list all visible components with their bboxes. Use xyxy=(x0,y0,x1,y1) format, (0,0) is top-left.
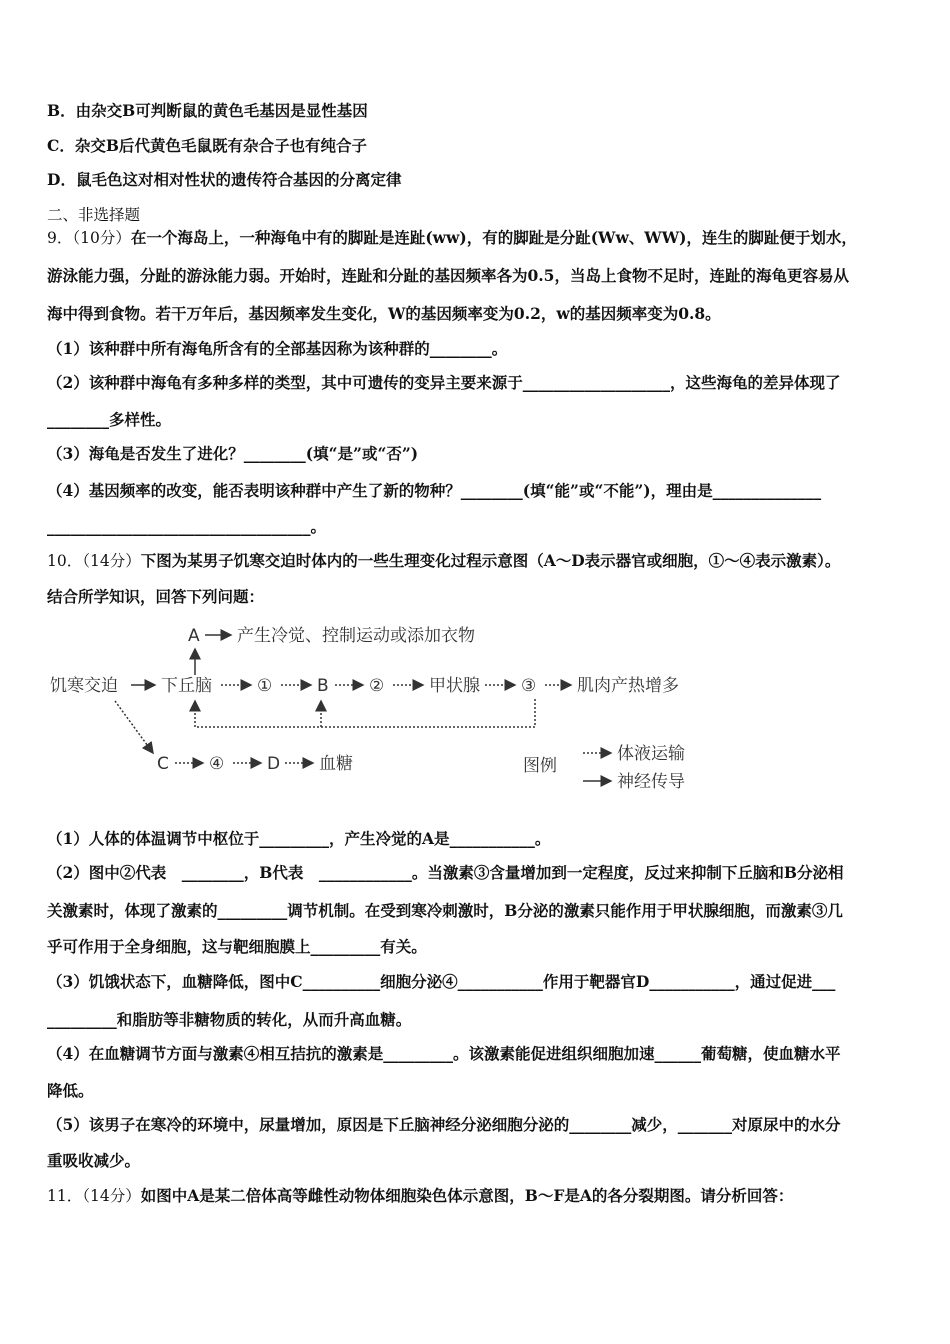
node-d: D xyxy=(267,754,281,774)
q10-sub-2: （2）图中②代表 ________，B代表 ____________。当激素③含量增加到一定程度，反过来抑制下丘脑和B分泌相 xyxy=(47,863,844,882)
node-h2: ② xyxy=(369,676,385,696)
section-title: 二、非选择题 xyxy=(47,206,141,224)
q10-line-2: 结合所学知识，回答下列问题： xyxy=(47,587,265,606)
q10-sub-2-cont-2: 乎可作用于全身细胞，这与靶细胞膜上_________有关。 xyxy=(47,937,427,956)
q10-sub-3-cont: _________和脂肪等非糖物质的转化，从而升高血糖。 xyxy=(47,1010,412,1029)
q9-sub-2-cont: ________多样性。 xyxy=(47,410,172,429)
q9-sub-1: （1）该种群中所有海龟所含有的全部基因称为该种群的________。 xyxy=(47,339,508,358)
q9-sub-3: （3）海龟是否发生了进化？________(填“是”或“否”) xyxy=(47,444,419,463)
q9-sub-4-cont: __________________________________。 xyxy=(47,517,327,536)
q11-number: 11．（14分） xyxy=(47,1187,141,1205)
node-h1: ① xyxy=(257,676,273,696)
a-text: 产生冷觉、控制运动或添加衣物 xyxy=(237,626,475,646)
legend-title: 图例 xyxy=(523,756,557,776)
q9-line-1 xyxy=(47,228,857,248)
q10-sub-1: （1）人体的体温调节中枢位于_________，产生冷觉的A是___________。 xyxy=(47,829,551,848)
node-b: B xyxy=(317,676,329,696)
arrow-start-c xyxy=(115,701,153,753)
q9-line-3: 海中得到食物。若干万年后，基因频率发生变化，W的基因频率变为0.2，w的基因频率变为0.8。 xyxy=(47,304,721,323)
q10-sub-5: （5）该男子在寒冷的环境中，尿量增加，原因是下丘脑神经分泌细胞分泌的________减少，_______对原尿中的水分 xyxy=(47,1115,841,1134)
q10-sub-3: （3）饥饿状态下，血糖降低，图中C__________细胞分泌④___________作用于靶器官D___________，通过促进___ xyxy=(47,972,836,991)
node-muscle: 肌肉产热增多 xyxy=(577,676,679,696)
q10-sub-2-cont-1: 关激素时，体现了激素的_________调节机制。在受到寒冷刺激时，B分泌的激素只能作用于甲状腺细胞，而激素③几 xyxy=(47,901,843,920)
node-thyroid: 甲状腺 xyxy=(429,676,480,696)
node-blood-sugar: 血糖 xyxy=(319,754,353,774)
feedback-loop xyxy=(195,699,535,727)
q9-text: 在一个海岛上，一种海龟中有的脚趾是连趾(ww)，有的脚趾是分趾(Ww、WW)，连生的脚趾便于划水， xyxy=(130,228,857,247)
legend-nerve: 神经传导 xyxy=(617,772,685,792)
option-c: C．杂交B后代黄色毛鼠既有杂合子也有纯合子 xyxy=(47,136,367,155)
node-c: C xyxy=(157,754,169,774)
physiology-diagram xyxy=(45,617,725,817)
q9-sub-4: （4）基因频率的改变，能否表明该种群中产生了新的物种？________(填“能”或“不能”)，理由是______________ xyxy=(47,481,822,500)
node-h4: ④ xyxy=(209,754,225,774)
q11-text: 如图中A是某二倍体高等雌性动物体细胞染色体示意图，B～F是A的各分裂期图。请分析回答： xyxy=(140,1186,794,1205)
q10-number: 10．（14分） xyxy=(47,552,141,570)
q10-sub-4-cont: 降低。 xyxy=(47,1081,94,1100)
legend-fluid: 体液运输 xyxy=(617,744,685,764)
node-a: A xyxy=(188,626,200,646)
q9-line-2: 游泳能力强，分趾的游泳能力弱。开始时，连趾和分趾的基因频率各为0.5，当岛上食物不足时，连趾的海龟更容易从 xyxy=(47,266,849,285)
q11-line xyxy=(47,1186,793,1206)
q10-sub-5-cont: 重吸收减少。 xyxy=(47,1151,141,1170)
q10-sub-4: （4）在血糖调节方面与激素④相互拮抗的激素是_________。该激素能促进组织细胞加速______葡萄糖，使血糖水平 xyxy=(47,1044,841,1063)
node-hypothalamus: 下丘脑 xyxy=(161,676,212,696)
q9-number: 9．（10分） xyxy=(47,229,131,247)
q9-sub-2: （2）该种群中海龟有多种多样的类型，其中可遗传的变异主要来源于___________________，这些海龟的差异体现了 xyxy=(47,373,841,392)
node-h3: ③ xyxy=(521,676,537,696)
q10-line-1 xyxy=(47,551,840,571)
option-d: D．鼠毛色这对相对性状的遗传符合基因的分离定律 xyxy=(47,170,402,189)
node-start: 饥寒交迫 xyxy=(50,676,118,696)
q10-text: 下图为某男子饥寒交迫时体内的一些生理变化过程示意图（A～D表示器官或细胞，①～④表示激素）。 xyxy=(140,551,841,570)
option-b: B．由杂交B可判断鼠的黄色毛基因是显性基因 xyxy=(47,101,368,120)
